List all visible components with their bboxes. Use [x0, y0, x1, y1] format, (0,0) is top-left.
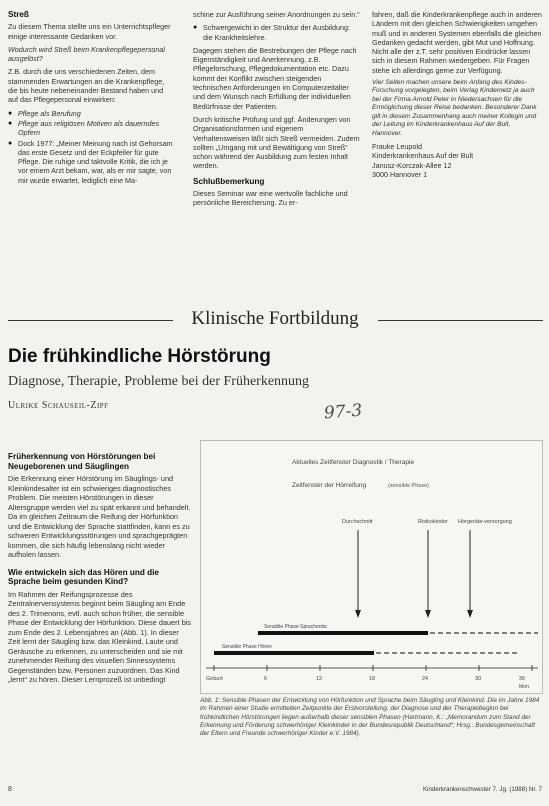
handwritten-note: 97-3 [323, 400, 363, 424]
tick-label: 36 [519, 676, 526, 682]
article-author: Ulrike Schauseil-Zipf [8, 400, 109, 411]
paragraph: Zu diesem Thema stellte uns ein Unterrichtspfleger einige interessante Gedanken vor. [8, 22, 171, 41]
tick-label: 12 [316, 676, 323, 682]
paragraph: schine zur Ausführung seiner Anordnungen zu sein.“ [193, 10, 360, 19]
bar-label: Sensible Phase Hören [222, 644, 272, 650]
top-column-1 [8, 10, 174, 189]
arrow-head [355, 610, 361, 618]
figure-subtitle: Zeitfenster der Hörreifung [292, 482, 367, 489]
figure-diagram [200, 440, 541, 692]
paragraph: Z.B. durch die uns verschiedenen Zeiten, dem stammenden Erwartungen an die Krankenpflege, die bis heute nebeneinander Bestand haben und auf das Pflegepersonal einwirken: [8, 67, 165, 105]
paragraph: Im Rahmen der Reifungsprozesse des Zentralnervensystems beginnt beim Säugling am Ende des 2. Trimenons, evtl. auch schon früher, die sensible Phase der Entwicklung der Hörfunktion. Diese dauert bis zum Ende des 2. Lebensjahres an (Abb. 1). In dieser Zeit lernt der Säugling bzw. das Kleinkind, Laute und Geräusche zu erkennen, zu unterscheiden und sie mit zunehmender Reifung des visuellen Sinnessystems Gegenständen bzw. Personen zuzuordnen. Das Kind „lernt“ zu hören. Dieser Lernprozeß ist unbedingt [8, 589, 191, 684]
section-rule-right [378, 320, 543, 321]
marker-label: Hörgeräte-versorgung [458, 519, 512, 525]
address-line: Kinderkrankenhaus Auf der Bult [372, 151, 474, 161]
section-rule-left [8, 320, 173, 321]
figure-caption: Abb. 1: Sensible Phasen der Entwicklung von Hörfunktion und Sprache beim Säugling und Kleinkind. Die im Jahre 1984 im Rahmen einer Studie ermittelten Zeitpunkte der Erstvorstellung, der Diagnose und der Therapiebeginn bei frühkindlichen Hörstörungen liegen außerhalb dieser sensiblen Phasen (Hartmann, K.: „Memorandum zum Stand der Erkennung und Förderung schwerhöriger Kleinkinder in der Bundesrepublik Deutschland“; Hrsg.: Bundesgemeinschaft der Eltern und Freunde schwerhöriger Kinder e.V. 1984). [200, 697, 540, 738]
tick-label: 18 [369, 676, 376, 682]
address-line: Janusz-Korczak-Allee 12 [372, 160, 452, 170]
page-number: 8 [8, 786, 12, 793]
bullet-list [193, 23, 361, 42]
figure-title: Aktuelles Zeitfenster Diagnostik / Therapie [292, 459, 414, 466]
address-line: 3000 Hannover 1 [372, 169, 428, 179]
marker-label: Durchschnitt [342, 519, 373, 525]
section-title: Klinische Fortbildung [191, 308, 359, 329]
list-item: ● Schwergewicht in der Struktur der Ausbildung: die Krankheitslehre. [203, 23, 361, 42]
arrow-head [425, 610, 431, 618]
subheading-early-detection: Früherkennung von Hörstörungen bei Neugeborenen und Säuglingen [8, 452, 156, 471]
tick-label: 6 [264, 676, 268, 682]
tick-label: 30 [475, 676, 482, 682]
bar-label: Sensible Phase Sprachentw. [264, 624, 328, 630]
section-heading-stress: Streß [8, 10, 29, 19]
tick-label: Geburt [206, 676, 223, 682]
article-subtitle: Diagnose, Therapie, Probleme bei der Früherkennung [8, 374, 310, 389]
paragraph: Durch kritische Prüfung und ggf. Änderungen von Organisationsformen und eigenem Verhaltensweisen läßt sich Streß vermeiden. Zudem sollten „Umgang mit und Bewältigung von Streß“ schon während der Ausbildung zum festen Inhalt werden. [193, 114, 360, 171]
tick-unit: Mon. [519, 684, 531, 690]
list-item: ● Pflege als Berufung [18, 109, 174, 118]
section-heading-conclusion: Schlußbemerkung [193, 176, 265, 186]
arrow-head [467, 610, 473, 618]
list-item: ● Dock 1977: „Meiner Meinung nach ist Gehorsam das erste Gesetz und der Eckpfeiler für gute Pflege. Die ruhige und taktvolle Kritik, die ich je vor einem Arzt bekam, war, als er mir sagte, von mir wurde erwartet, lediglich eine Ma- [18, 139, 174, 185]
paragraph: Dieses Seminar war eine wertvolle fachliche und persönliche Bereicherung. Zu er- [193, 189, 348, 208]
paragraph: Dagegen stehen die Bestrebungen der Pflege nach Eigenständigkeit und Anerkennung, z.B. Pflegeforschung, Pflegedokumentation etc. Dazu kommt der Konflikt zwischen steigenden technischen Anforderungen im Computerzeitalter und dem Wunsch nach Erfüllung der individuellen Bedürfnisse der Patienten. [193, 45, 357, 111]
bullet-list [8, 109, 174, 185]
question-heading: Wodurch wird Streß beim Krankenpflegepersonal ausgelöst? [8, 44, 166, 64]
article-title: Die frühkindliche Hörstörung [8, 346, 271, 367]
subheading-development: Wie entwickeln sich das Hören und die Sprache beim gesunden Kind? [8, 567, 159, 586]
figure-subtitle-2: (sensible Phase) [388, 483, 429, 489]
marker-label: Risikokinder [418, 519, 448, 525]
paragraph: Die Erkennung einer Hörstörung im Säuglings- und Kleinkindesalter ist ein schwieriges diagnostisches Problem. Die meisten Hörstörungen in dieser Altersgruppe werden viel zu spät erkannt und behandelt. Da im gleichen Zeitraum die Reifung der Hörfunktion und die Entwicklung der Sprache stattfinden, kann es zu schweren Entwicklungsstörungen und sprachgeprägten kommen, die sich häufig lebenslang nicht wieder aufholen lassen. [8, 474, 191, 559]
top-column-3 [372, 10, 542, 179]
phase-bar-hearing [214, 651, 374, 655]
paragraph: fahren, daß die Kinderkrankenpflege auch in anderen Ländern mit den gleichen Schwierigkeiten umgehen muß und in anderen Systemen ebenfalls die gleichen Gedanken gedacht werden, gibt Mut und Hoffnung. Nicht alle der z.T. sehr positiven Eindrücke lassen sich in diesem Rahmen wiedergeben. Für Fragen stehe ich allerdings gerne zur Verfügung. [372, 10, 542, 75]
acknowledgement: Vier Seiten machen unsere beim Anfang des Kindes-Forschung vorgelegten, beim Verlag Kindernetz ja auch bei der Firma Arnold Peter in Niedersachsen für die Ermöglichung dieser Reise bedanken. Besonderer Dank gilt in diesem Zusammenhang auch meiner Kollegin und der Leitung im Kinderkrankenhaus Auf der Bult, Hannover. [372, 79, 537, 137]
article-left-column [8, 452, 192, 689]
list-item: ● Pflege aus religiösen Motiven als dauerndes Opfern [18, 119, 174, 138]
journal-footer: Kinderkrankenschwester 7. Jg. (1988) Nr. 7 [423, 786, 542, 793]
top-column-2 [193, 10, 361, 212]
tick-label: 24 [422, 676, 429, 682]
author-name: Frauke Leupold [372, 141, 422, 151]
phase-bar-speech [258, 631, 428, 635]
